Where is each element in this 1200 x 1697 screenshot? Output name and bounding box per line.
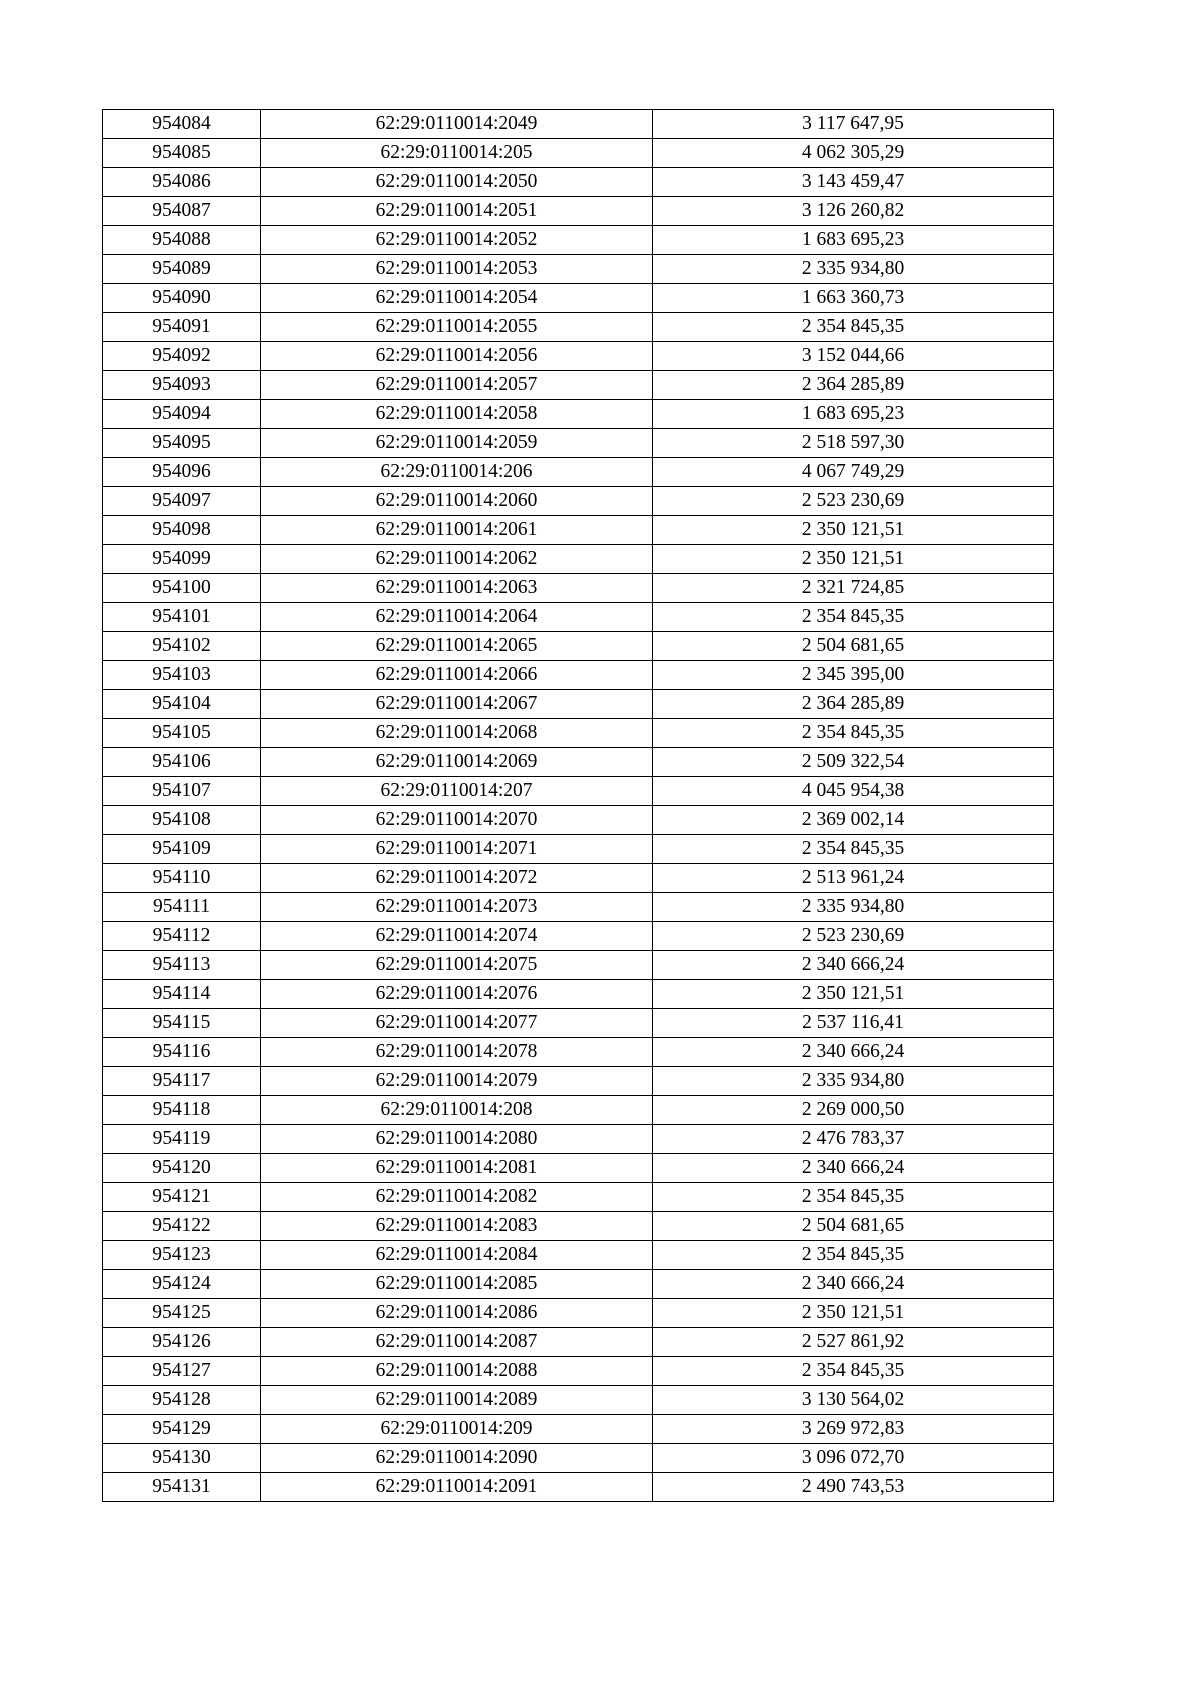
table-row [103,139,1054,168]
table-row [103,980,1054,1009]
cadastral-number-cell: 62:29:0110014:2080 [261,1125,653,1154]
cadastral-number-cell: 62:29:0110014:2074 [261,922,653,951]
row-number-cell: 954089 [103,255,261,284]
cadastral-value-cell: 2 354 845,35 [653,1357,1054,1386]
table-row [103,661,1054,690]
table-row [103,1328,1054,1357]
row-number-cell: 954122 [103,1212,261,1241]
table-row [103,748,1054,777]
row-number-cell: 954106 [103,748,261,777]
table-row [103,487,1054,516]
table-row [103,1183,1054,1212]
cadastral-value-cell: 2 335 934,80 [653,1067,1054,1096]
table-row [103,1096,1054,1125]
cadastral-value-cell: 2 350 121,51 [653,1299,1054,1328]
row-number-cell: 954085 [103,139,261,168]
table-row [103,458,1054,487]
table-row [103,400,1054,429]
table-row [103,1125,1054,1154]
cadastral-number-cell: 62:29:0110014:2069 [261,748,653,777]
cadastral-number-cell: 62:29:0110014:2054 [261,284,653,313]
table-row [103,922,1054,951]
cadastral-number-cell: 62:29:0110014:2052 [261,226,653,255]
cadastral-value-cell: 3 117 647,95 [653,110,1054,139]
cadastral-number-cell: 62:29:0110014:2072 [261,864,653,893]
row-number-cell: 954104 [103,690,261,719]
cadastral-number-cell: 62:29:0110014:2077 [261,1009,653,1038]
cadastral-value-cell: 2 350 121,51 [653,980,1054,1009]
row-number-cell: 954118 [103,1096,261,1125]
cadastral-number-cell: 62:29:0110014:2089 [261,1386,653,1415]
cadastral-number-cell: 62:29:0110014:2067 [261,690,653,719]
table-row [103,226,1054,255]
table-row [103,777,1054,806]
row-number-cell: 954120 [103,1154,261,1183]
table-row [103,864,1054,893]
row-number-cell: 954127 [103,1357,261,1386]
cadastral-value-cell: 1 683 695,23 [653,226,1054,255]
table-row [103,1357,1054,1386]
table-row [103,168,1054,197]
cadastral-number-cell: 62:29:0110014:2076 [261,980,653,1009]
cadastral-value-cell: 3 152 044,66 [653,342,1054,371]
cadastral-value-cell: 3 096 072,70 [653,1444,1054,1473]
row-number-cell: 954090 [103,284,261,313]
row-number-cell: 954088 [103,226,261,255]
cadastral-value-cell: 4 045 954,38 [653,777,1054,806]
cadastral-number-cell: 62:29:0110014:2090 [261,1444,653,1473]
cadastral-number-cell: 62:29:0110014:2063 [261,574,653,603]
cadastral-number-cell: 62:29:0110014:2051 [261,197,653,226]
table-row [103,1212,1054,1241]
table-row [103,1386,1054,1415]
cadastral-value-cell: 2 345 395,00 [653,661,1054,690]
row-number-cell: 954109 [103,835,261,864]
cadastral-number-cell: 62:29:0110014:208 [261,1096,653,1125]
row-number-cell: 954099 [103,545,261,574]
cadastral-value-cell: 2 513 961,24 [653,864,1054,893]
row-number-cell: 954093 [103,371,261,400]
cadastral-value-cell: 4 067 749,29 [653,458,1054,487]
cadastral-value-cell: 2 340 666,24 [653,1038,1054,1067]
table-row [103,313,1054,342]
cadastral-number-cell: 62:29:0110014:2062 [261,545,653,574]
cadastral-number-cell: 62:29:0110014:2091 [261,1473,653,1502]
cadastral-number-cell: 62:29:0110014:2071 [261,835,653,864]
cadastral-number-cell: 62:29:0110014:2070 [261,806,653,835]
row-number-cell: 954102 [103,632,261,661]
cadastral-value-cell: 2 523 230,69 [653,487,1054,516]
cadastral-value-cell: 3 143 459,47 [653,168,1054,197]
cadastral-number-cell: 62:29:0110014:2059 [261,429,653,458]
row-number-cell: 954098 [103,516,261,545]
table-row [103,371,1054,400]
cadastral-number-cell: 62:29:0110014:2079 [261,1067,653,1096]
row-number-cell: 954103 [103,661,261,690]
table-row [103,835,1054,864]
cadastral-number-cell: 62:29:0110014:2064 [261,603,653,632]
cadastral-value-cell: 2 354 845,35 [653,835,1054,864]
cadastral-number-cell: 62:29:0110014:2060 [261,487,653,516]
cadastral-value-cell: 2 354 845,35 [653,1183,1054,1212]
row-number-cell: 954115 [103,1009,261,1038]
cadastral-number-cell: 62:29:0110014:2083 [261,1212,653,1241]
cadastral-value-cell: 2 335 934,80 [653,255,1054,284]
row-number-cell: 954126 [103,1328,261,1357]
row-number-cell: 954113 [103,951,261,980]
row-number-cell: 954108 [103,806,261,835]
cadastral-number-cell: 62:29:0110014:2057 [261,371,653,400]
cadastral-value-cell: 2 350 121,51 [653,516,1054,545]
table-row [103,255,1054,284]
table-row [103,284,1054,313]
table-row [103,1241,1054,1270]
cadastral-value-cell: 2 527 861,92 [653,1328,1054,1357]
cadastral-value-table [102,109,1054,1502]
row-number-cell: 954128 [103,1386,261,1415]
cadastral-number-cell: 62:29:0110014:2058 [261,400,653,429]
cadastral-value-cell: 2 476 783,37 [653,1125,1054,1154]
row-number-cell: 954125 [103,1299,261,1328]
table-row [103,1154,1054,1183]
row-number-cell: 954100 [103,574,261,603]
cadastral-number-cell: 62:29:0110014:2068 [261,719,653,748]
row-number-cell: 954117 [103,1067,261,1096]
cadastral-value-cell: 2 490 743,53 [653,1473,1054,1502]
cadastral-number-cell: 62:29:0110014:2066 [261,661,653,690]
cadastral-number-cell: 62:29:0110014:2084 [261,1241,653,1270]
row-number-cell: 954091 [103,313,261,342]
cadastral-number-cell: 62:29:0110014:2073 [261,893,653,922]
cadastral-value-cell: 2 504 681,65 [653,1212,1054,1241]
cadastral-number-cell: 62:29:0110014:2086 [261,1299,653,1328]
table-row [103,1415,1054,1444]
row-number-cell: 954119 [103,1125,261,1154]
row-number-cell: 954101 [103,603,261,632]
cadastral-number-cell: 62:29:0110014:2055 [261,313,653,342]
cadastral-value-cell: 2 269 000,50 [653,1096,1054,1125]
table-row [103,632,1054,661]
row-number-cell: 954116 [103,1038,261,1067]
cadastral-value-cell: 4 062 305,29 [653,139,1054,168]
table-row [103,197,1054,226]
row-number-cell: 954084 [103,110,261,139]
table-body [103,110,1054,1502]
row-number-cell: 954094 [103,400,261,429]
table-row [103,690,1054,719]
table-row [103,1444,1054,1473]
cadastral-value-cell: 2 364 285,89 [653,371,1054,400]
cadastral-value-cell: 2 335 934,80 [653,893,1054,922]
cadastral-value-cell: 2 364 285,89 [653,690,1054,719]
cadastral-value-cell: 2 523 230,69 [653,922,1054,951]
cadastral-value-cell: 2 354 845,35 [653,313,1054,342]
table-row [103,342,1054,371]
cadastral-number-cell: 62:29:0110014:2053 [261,255,653,284]
cadastral-value-cell: 2 354 845,35 [653,1241,1054,1270]
cadastral-number-cell: 62:29:0110014:2050 [261,168,653,197]
cadastral-value-cell: 2 340 666,24 [653,1270,1054,1299]
cadastral-value-cell: 2 321 724,85 [653,574,1054,603]
cadastral-value-cell: 3 269 972,83 [653,1415,1054,1444]
cadastral-number-cell: 62:29:0110014:209 [261,1415,653,1444]
cadastral-number-cell: 62:29:0110014:2081 [261,1154,653,1183]
cadastral-value-cell: 2 369 002,14 [653,806,1054,835]
table-row [103,110,1054,139]
table-row [103,603,1054,632]
row-number-cell: 954114 [103,980,261,1009]
row-number-cell: 954086 [103,168,261,197]
cadastral-value-cell: 2 518 597,30 [653,429,1054,458]
cadastral-number-cell: 62:29:0110014:2049 [261,110,653,139]
row-number-cell: 954095 [103,429,261,458]
row-number-cell: 954092 [103,342,261,371]
table-row [103,1270,1054,1299]
table-row [103,545,1054,574]
cadastral-value-cell: 2 537 116,41 [653,1009,1054,1038]
row-number-cell: 954111 [103,893,261,922]
cadastral-number-cell: 62:29:0110014:2078 [261,1038,653,1067]
cadastral-value-cell: 1 663 360,73 [653,284,1054,313]
row-number-cell: 954097 [103,487,261,516]
table-row [103,1299,1054,1328]
cadastral-number-cell: 62:29:0110014:2087 [261,1328,653,1357]
cadastral-number-cell: 62:29:0110014:207 [261,777,653,806]
table-row [103,893,1054,922]
cadastral-value-cell: 2 354 845,35 [653,719,1054,748]
row-number-cell: 954129 [103,1415,261,1444]
cadastral-number-cell: 62:29:0110014:2056 [261,342,653,371]
cadastral-number-cell: 62:29:0110014:206 [261,458,653,487]
cadastral-value-cell: 2 340 666,24 [653,951,1054,980]
table-row [103,516,1054,545]
cadastral-number-cell: 62:29:0110014:2082 [261,1183,653,1212]
table-row [103,1067,1054,1096]
row-number-cell: 954123 [103,1241,261,1270]
row-number-cell: 954110 [103,864,261,893]
table-row [103,951,1054,980]
row-number-cell: 954105 [103,719,261,748]
table-row [103,429,1054,458]
cadastral-value-cell: 2 509 322,54 [653,748,1054,777]
cadastral-value-cell: 2 354 845,35 [653,603,1054,632]
table-row [103,719,1054,748]
cadastral-number-cell: 62:29:0110014:2085 [261,1270,653,1299]
row-number-cell: 954087 [103,197,261,226]
table-row [103,1009,1054,1038]
row-number-cell: 954121 [103,1183,261,1212]
table-row [103,1473,1054,1502]
cadastral-number-cell: 62:29:0110014:2075 [261,951,653,980]
cadastral-value-cell: 3 126 260,82 [653,197,1054,226]
table-row [103,574,1054,603]
row-number-cell: 954124 [103,1270,261,1299]
row-number-cell: 954096 [103,458,261,487]
cadastral-value-cell: 2 504 681,65 [653,632,1054,661]
row-number-cell: 954131 [103,1473,261,1502]
row-number-cell: 954107 [103,777,261,806]
cadastral-number-cell: 62:29:0110014:205 [261,139,653,168]
table-row [103,806,1054,835]
cadastral-value-cell: 2 340 666,24 [653,1154,1054,1183]
row-number-cell: 954112 [103,922,261,951]
table-row [103,1038,1054,1067]
cadastral-number-cell: 62:29:0110014:2065 [261,632,653,661]
cadastral-value-cell: 2 350 121,51 [653,545,1054,574]
cadastral-number-cell: 62:29:0110014:2061 [261,516,653,545]
cadastral-number-cell: 62:29:0110014:2088 [261,1357,653,1386]
cadastral-value-cell: 3 130 564,02 [653,1386,1054,1415]
cadastral-value-cell: 1 683 695,23 [653,400,1054,429]
row-number-cell: 954130 [103,1444,261,1473]
